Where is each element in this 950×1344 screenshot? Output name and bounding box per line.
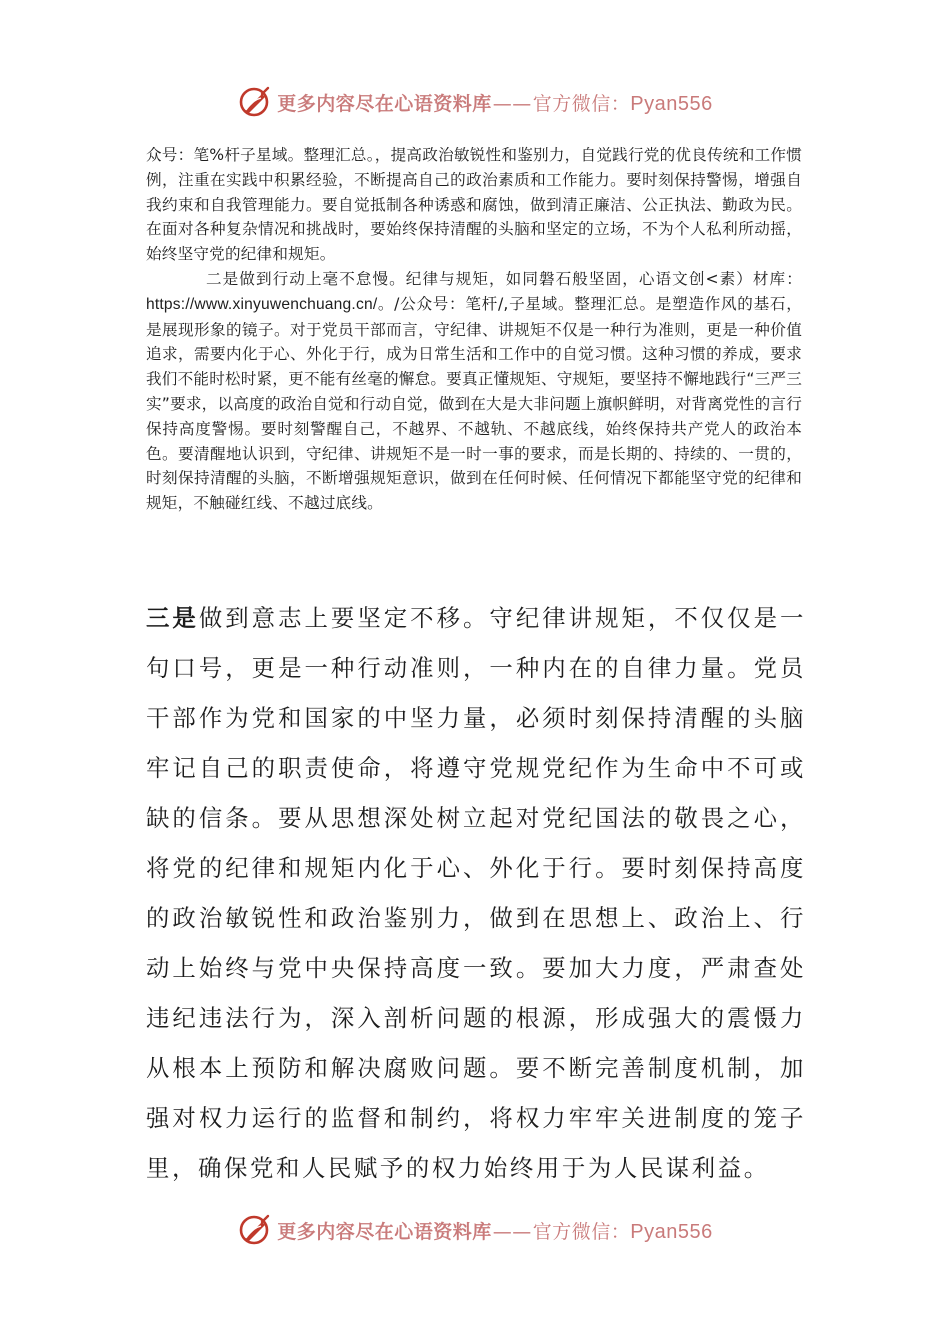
footer-banner: [0, 1210, 950, 1250]
source-url: https://www.xinyuwenchuang.cn/: [146, 295, 378, 313]
banner-wechat-handle: Pyan556: [630, 92, 713, 115]
quill-logo-icon: [237, 1213, 271, 1247]
banner-wechat-handle: Pyan556: [630, 1220, 713, 1243]
paragraph-body: 做到意志上要坚定不移。守纪律讲规矩，不仅仅是一句口号，更是一种行动准则，一种内在的自律力量。党员干部作为党和国家的中坚力量，必须时刻保持清醒的头脑牢记自己的职责使命，将遵守党规党纪作为生命中不可或缺的信条。要从思想深处树立起对党纪国法的敬畏之心，将党的纪律和规矩内化于心、外化于行。要时刻保持高度的政治敏锐性和政治鉴别力，做到在思想上、政治上、行动上始终与党中央保持高度一致。要加大力度，严肃查处违纪违法行为，深入剖析问题的根源，形成强大的震慑力从根本上预防和解决腐败问题。要不断完善制度机制，加强对权力运行的监督和制约，将权力牢牢关进制度的笼子里，确保党和人民赋予的权力始终用于为人民谋利益。: [146, 604, 806, 1182]
footer-banner-text: [277, 1217, 713, 1244]
small-print-section: [146, 143, 802, 516]
paragraph-2-body: 。/公众号：笔杆/,子星域。整理汇总。是塑造作风的基石，是展现形象的镜子。对于党员干部而言，守纪律、讲规矩不仅是一种行为准则，更是一种价值追求，需要内化于心、外化于行，成为日常生活和工作中的自觉习惯。这种习惯的养成，要求我们不能时松时紧，更不能有丝毫的懈怠。要真正懂规矩、守规矩，要坚持不懈地践行“三严三实”要求，以高度的政治自觉和行动自觉，做到在大是大非问题上旗帜鲜明，对背离党性的言行保持高度警惕。要时刻警醒自己，不越界、不越轨、不越底线，始终保持共产党人的政治本色。要清醒地认识到，守纪律、讲规矩不是一时一事的要求，而是长期的、持续的、一贯的，时刻保持清醒的头脑，不断增强规矩意识，做到在任何时候、任何情况下都能坚守党的纪律和规矩，不触碰红线、不越过底线。: [146, 294, 802, 513]
banner-brand: 更多内容尽在心语资料库: [277, 1220, 492, 1243]
banner-separator: ——: [492, 1220, 532, 1243]
small-paragraph-1: 众号：笔%杆子星域。整理汇总。，提高政治敏锐性和鉴别力，自觉践行党的优良传统和工作惯例，注重在实践中积累经验，不断提高自己的政治素质和工作能力。要时刻保持警惕，增强自我约束和自我管理能力。要自觉抵制各种诱惑和腐蚀，做到清正廉洁、公正执法、勤政为民。在面对各种复杂情况和挑战时，要始终保持清醒的头脑和坚定的立场，不为个人私利所动摇，始终坚守党的纪律和规矩。: [146, 146, 802, 264]
header-banner: [0, 82, 950, 122]
small-paragraph-2: [146, 267, 802, 516]
banner-separator: ——: [492, 92, 532, 115]
header-banner-text: [277, 89, 713, 116]
paragraph-2-intro: 二是做到行动上毫不怠慢。纪律与规矩，如同磐石般坚固，心语文创<素）材库：: [206, 269, 802, 288]
paragraph-lead: 三是: [146, 604, 199, 632]
large-paragraph: [146, 593, 806, 1193]
banner-label: 官方微信：: [532, 1220, 631, 1243]
large-print-section: [146, 593, 806, 1193]
quill-logo-icon: [237, 85, 271, 119]
banner-label: 官方微信：: [532, 92, 631, 115]
banner-brand: 更多内容尽在心语资料库: [277, 92, 492, 115]
